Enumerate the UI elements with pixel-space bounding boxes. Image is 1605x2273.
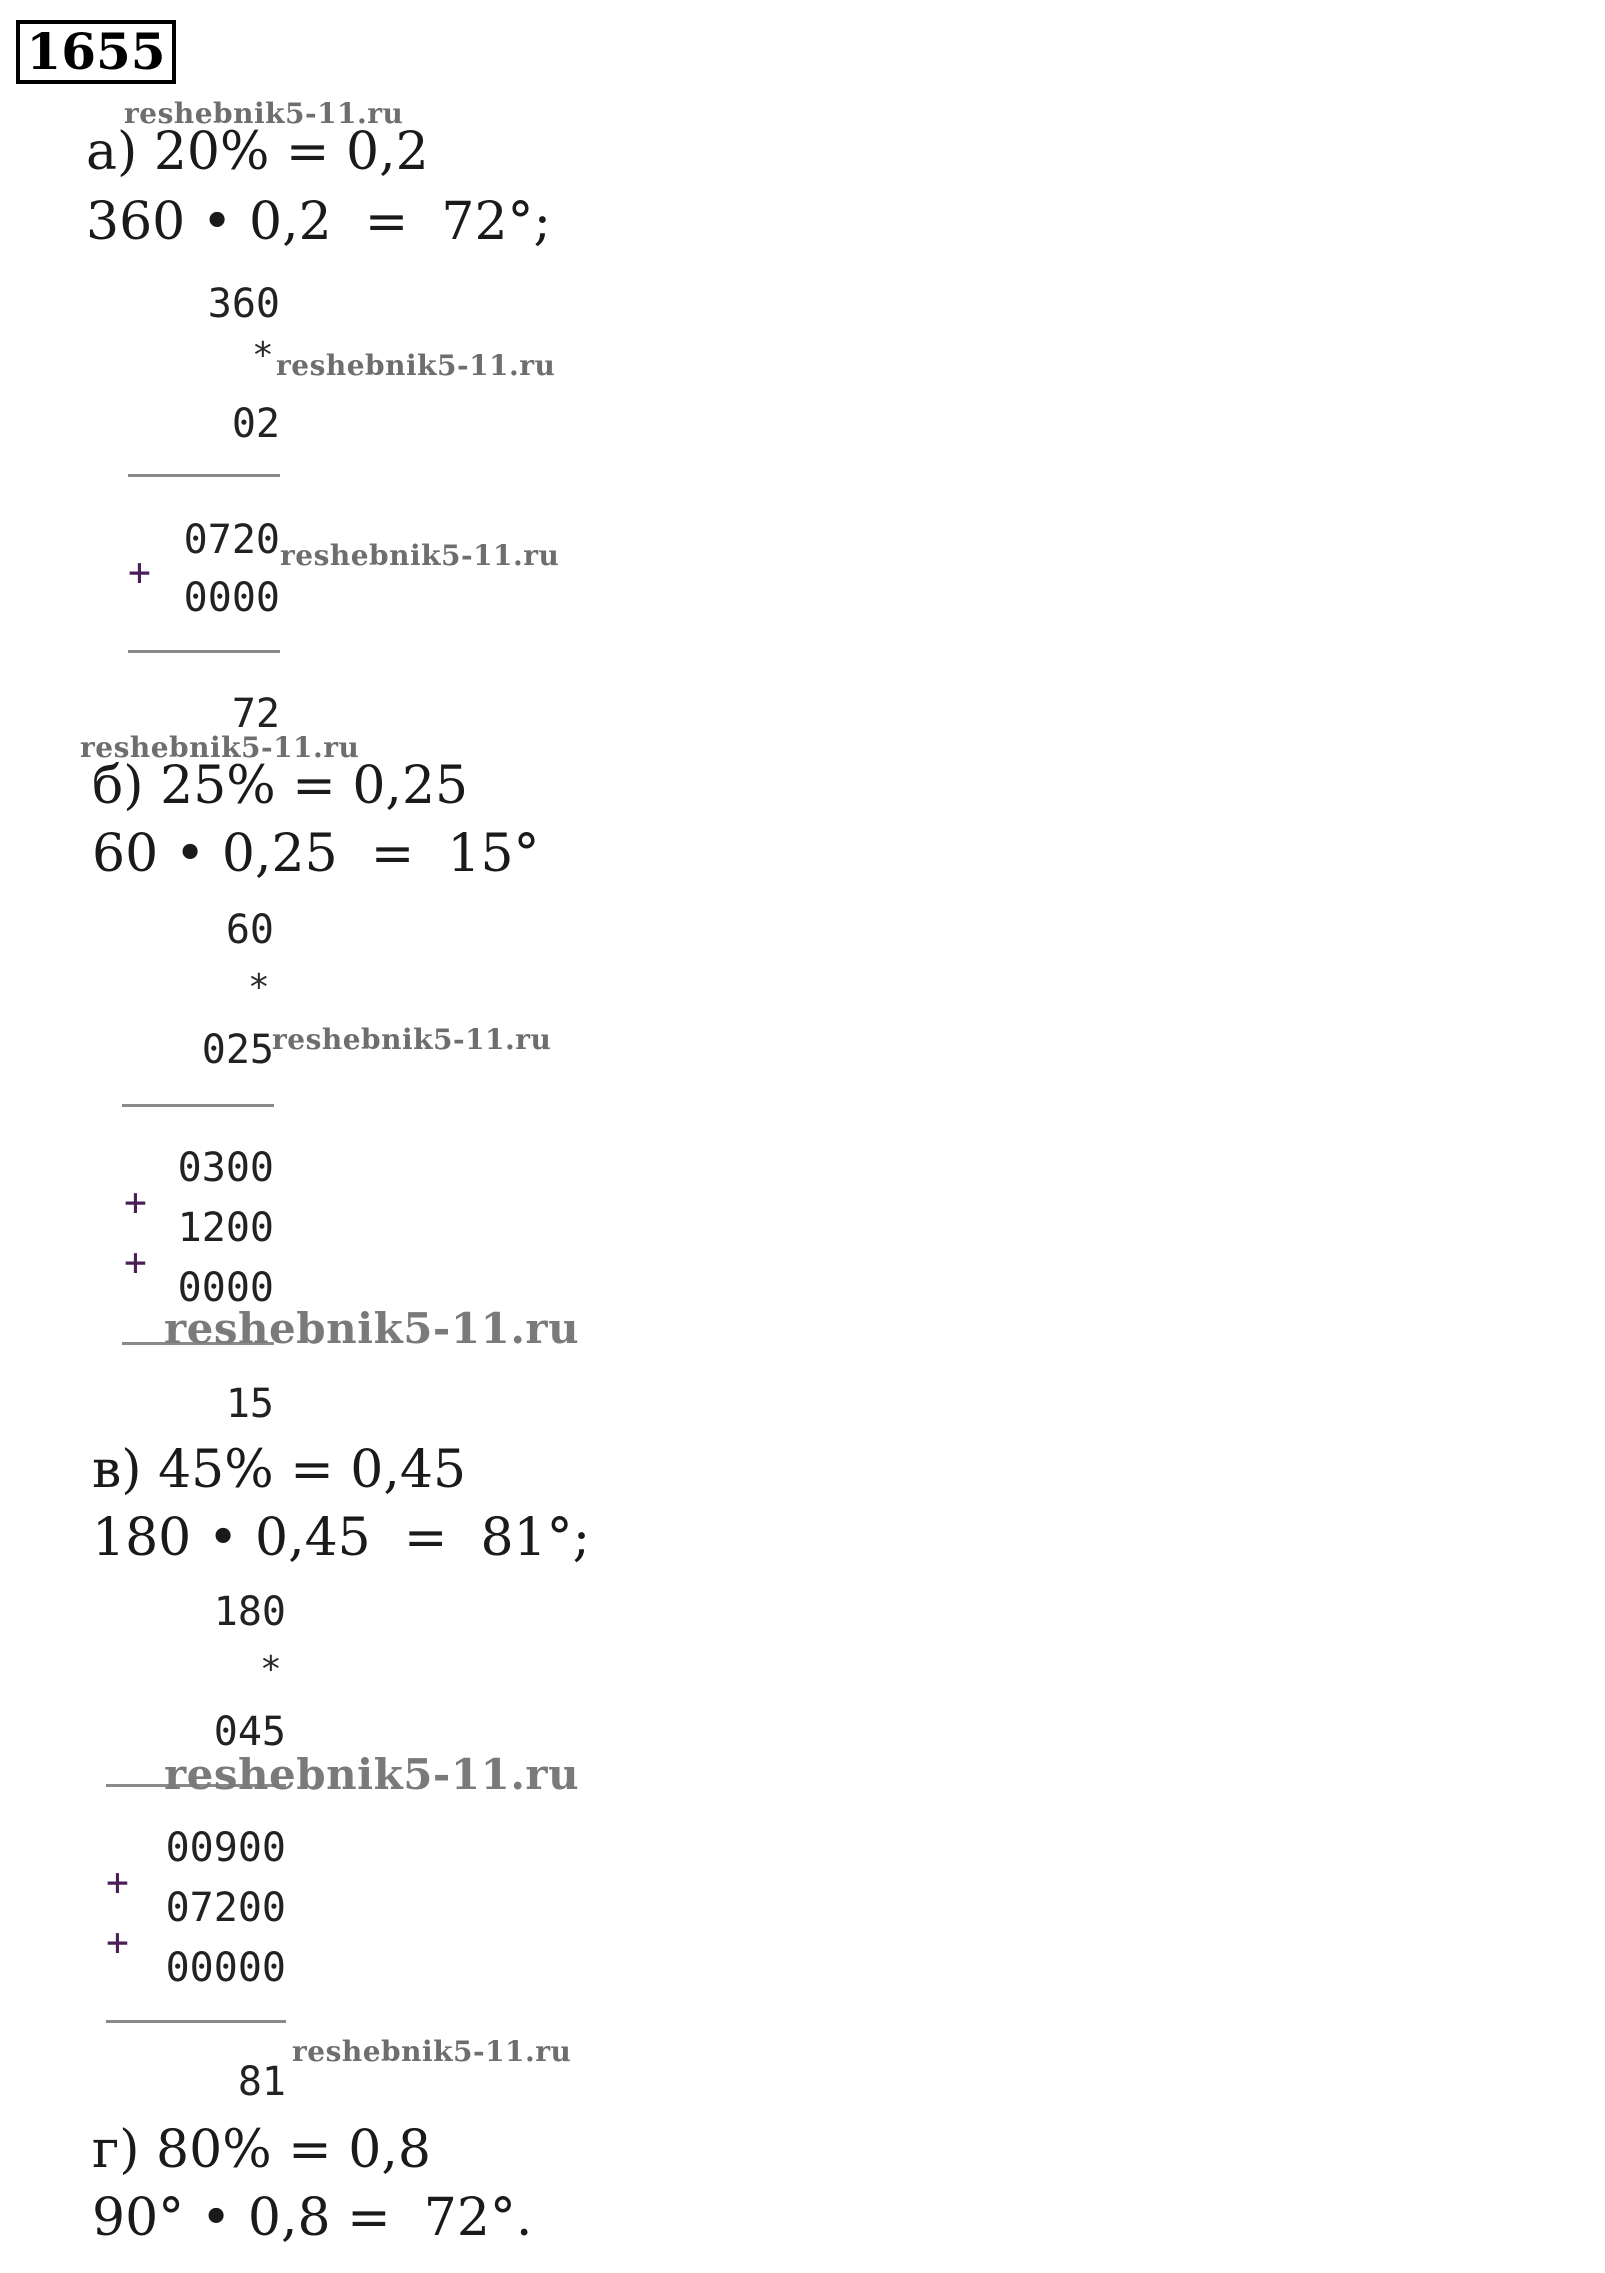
watermark: reshebnik5-11.ru (276, 349, 556, 382)
part-b-plus-sign-2: + (124, 1240, 147, 1284)
watermark: reshebnik5-11.ru (292, 2035, 572, 2068)
part-a-multiplicand: 360 (207, 281, 280, 327)
part-b-multiplier: 025 (201, 1027, 274, 1073)
watermark: reshebnik5-11.ru (280, 539, 560, 572)
part-v-plus-sign-1: + (106, 1860, 129, 1904)
watermark: reshebnik5-11.ru (272, 1023, 552, 1056)
watermark: reshebnik5-11.ru (80, 731, 360, 764)
task-number: 1655 (16, 20, 176, 84)
part-b-equation: 60 • 0,25 = 15° (92, 824, 540, 884)
part-b-multiply-sign: * (248, 967, 270, 1008)
part-a-partial-2: 0000 (183, 575, 280, 621)
part-v-partial-3: 00000 (165, 1945, 286, 1991)
part-v-multiplier: 045 (213, 1709, 286, 1755)
part-g-equation: 90° • 0,8 = 72°. (92, 2188, 533, 2248)
part-b-partial-1: 0300 (177, 1145, 274, 1191)
part-b-partial-3: 0000 (177, 1265, 274, 1311)
part-v-conversion: в) 45% = 0,45 (92, 1440, 467, 1500)
part-a-multiply-sign: * (252, 335, 274, 376)
watermark: reshebnik5-11.ru (164, 1750, 580, 1799)
part-v-multiplicand: 180 (213, 1589, 286, 1635)
part-a-plus-sign: + (128, 550, 151, 594)
part-a-partial-1: 0720 (183, 517, 280, 563)
part-g-conversion: г) 80% = 0,8 (92, 2120, 431, 2180)
watermark: reshebnik5-11.ru (164, 1304, 580, 1353)
part-a-equation: 360 • 0,2 = 72°; (86, 192, 552, 252)
part-v-rule-2 (106, 2020, 286, 2023)
part-b-result: 15 (225, 1381, 274, 1427)
part-a-result: 72 (231, 691, 280, 737)
part-b-partial-2: 1200 (177, 1205, 274, 1251)
part-b-conversion: б) 25% = 0,25 (92, 756, 469, 816)
part-v-plus-sign-2: + (106, 1920, 129, 1964)
part-v-equation: 180 • 0,45 = 81°; (92, 1508, 591, 1568)
part-v-partial-2: 07200 (165, 1885, 286, 1931)
part-v-result: 81 (237, 2059, 286, 2105)
part-b-multiplicand: 60 (225, 907, 274, 953)
part-a-multiplier: 02 (231, 401, 280, 447)
part-v-partial-1: 00900 (165, 1825, 286, 1871)
watermark: reshebnik5-11.ru (124, 97, 404, 130)
part-b-plus-sign-1: + (124, 1180, 147, 1224)
part-b-rule-1 (122, 1104, 274, 1107)
part-v-multiply-sign: * (260, 1649, 282, 1690)
part-a-rule-2 (128, 650, 280, 653)
part-a-rule-1 (128, 474, 280, 477)
part-a-conversion: а) 20% = 0,2 (86, 122, 429, 182)
